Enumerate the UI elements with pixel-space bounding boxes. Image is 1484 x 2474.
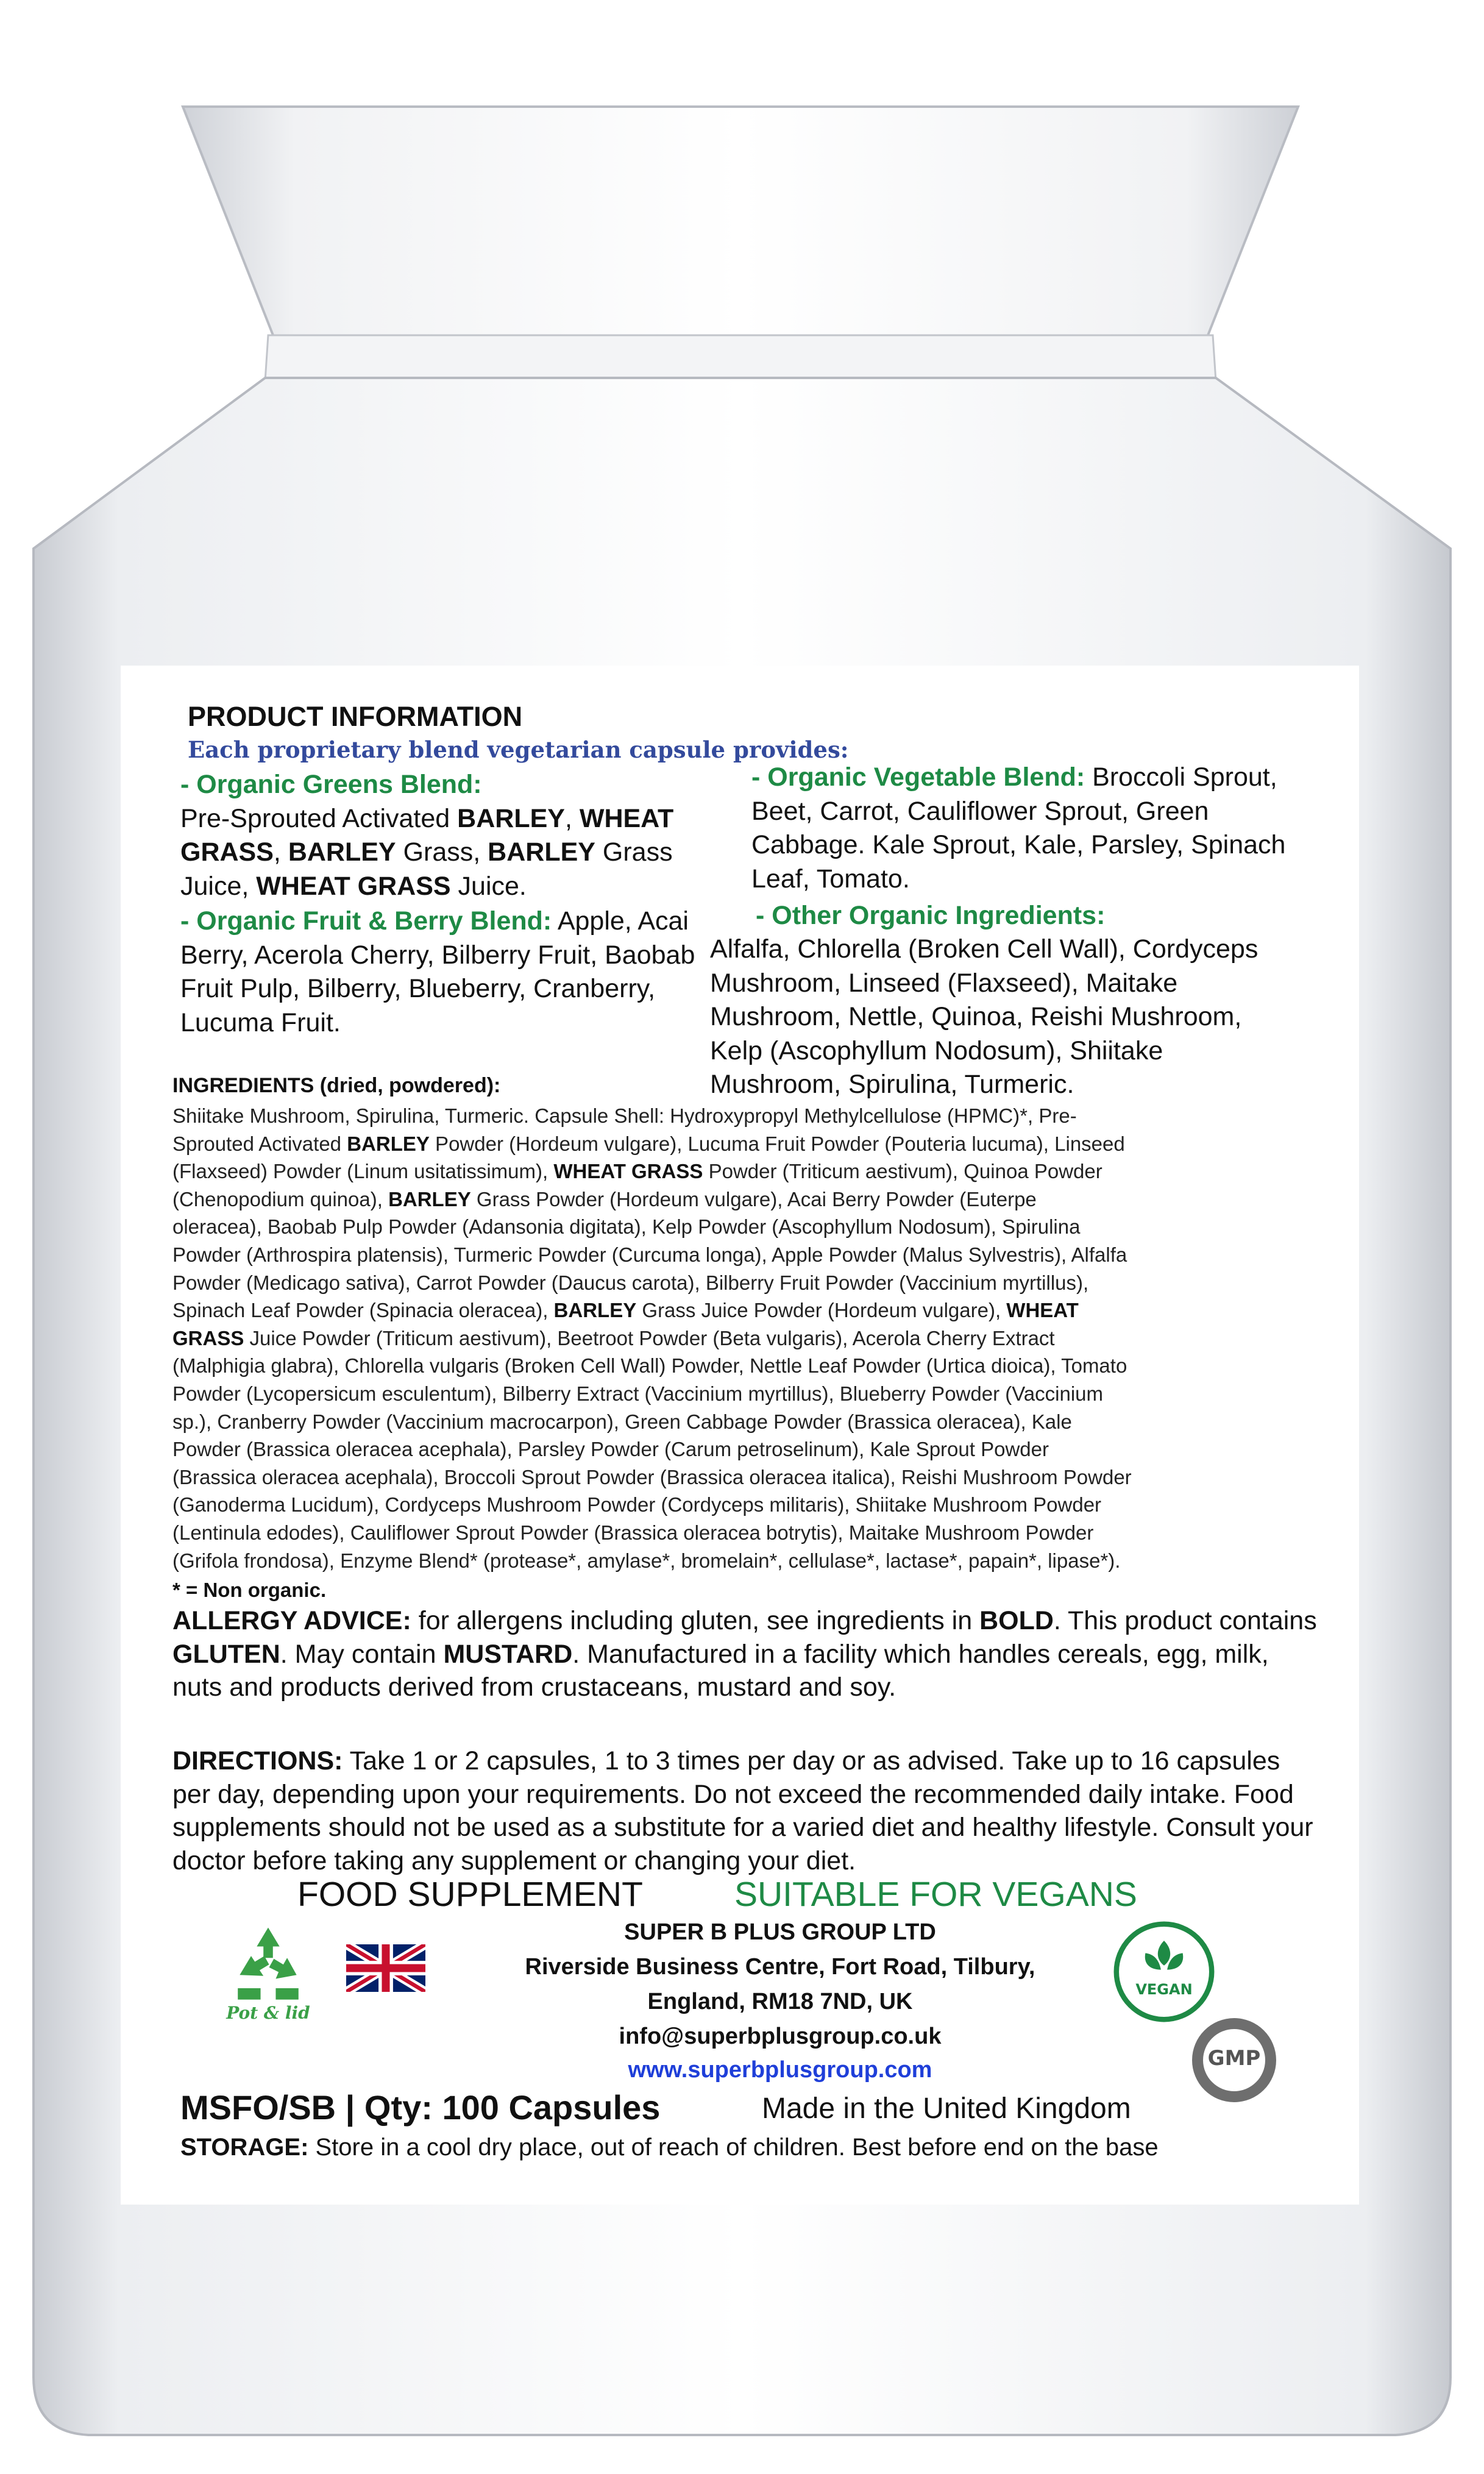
ingredients-line: Shiitake Mushroom, Spirulina, Turmeric. Capsule Shell: Hydroxypropyl Methylcellulose (HPMC)*, Pre- — [172, 1104, 1077, 1127]
food-supplement-label: FOOD SUPPLEMENT — [297, 1875, 643, 1914]
suitable-for-vegans-label: SUITABLE FOR VEGANS — [734, 1875, 1137, 1914]
company-name: SUPER B PLUS GROUP LTD — [624, 1919, 936, 1945]
other-ingredients-text: Alfalfa, Chlorella (Broken Cell Wall), Cordyceps Mushroom, Linseed (Flaxseed), Maitake Mushroom, Nettle, Quinoa, Reishi Mushroom, Kelp (Ascophyllum Nodosum), Shiitake Mushroom, Spirulina, Turmeric. — [710, 934, 1259, 1099]
company-address-line2: England, RM18 7ND, UK — [647, 1989, 913, 2014]
ingredients-line: (Brassica oleracea acephala), Broccoli Sprout Powder (Brassica oleracea italica), Reishi Mushroom Powder — [172, 1465, 1132, 1488]
company-website[interactable]: www.superbplusgroup.com — [628, 2057, 932, 2083]
product-information-heading: PRODUCT INFORMATION — [188, 701, 523, 732]
fruit-blend-text: Apple, Acai Berry, Acerola Cherry, Bilberry Fruit, Baobab Fruit Pulp, Bilberry, Blueberry, Cranberry, Lucuma Fruit. — [180, 906, 695, 1037]
ingredients-line: (Malphigia glabra), Chlorella vulgaris (Broken Cell Wall) Powder, Nettle Leaf Powder (Urtica dioica), Tomato — [172, 1354, 1127, 1377]
ingredients-line: (Flaxseed) Powder (Linum usitatissimum), WHEAT GRASS Powder (Triticum aestivum), Quinoa Powder — [172, 1160, 1102, 1183]
ingredients-line: (Chenopodium quinoa), BARLEY Grass Powder (Hordeum vulgare), Acai Berry Powder (Euterpe — [172, 1187, 1037, 1210]
non-organic-note: * = Non organic. — [172, 1579, 327, 1601]
recycle-label: Pot & lid — [226, 2003, 310, 2023]
made-in-label: Made in the United Kingdom — [762, 2092, 1131, 2125]
ingredients-line: Spinach Leaf Powder (Spinacia oleracea), BARLEY Grass Juice Powder (Hordeum vulgare), WHEAT — [172, 1299, 1079, 1322]
other-ingredients-title: - Other Organic Ingredients: — [756, 901, 1106, 930]
fruit-blend-title: - Organic Fruit & Berry Blend: — [180, 906, 552, 936]
ingredients-heading: INGREDIENTS (dried, powdered): — [172, 1074, 501, 1097]
vegetable-blend-title: - Organic Vegetable Blend: — [751, 762, 1085, 792]
ingredients-list — [172, 1102, 1330, 1574]
ingredients-line: Powder (Brassica oleracea acephala), Parsley Powder (Carum petroselinum), Kale Sprout Powder — [172, 1438, 1049, 1461]
ingredients-line: (Grifola frondosa), Enzyme Blend* (protease*, amylase*, bromelain*, cellulase*, lactase*, papain*, lipase*). — [172, 1549, 1121, 1572]
ingredients-line: oleracea), Baobab Pulp Powder (Adansonia digitata), Kelp Powder (Ascophyllum Nodosum), Spirulina — [172, 1215, 1081, 1239]
vegetable-blend-text: Broccoli Sprout, Beet, Carrot, Cauliflower Sprout, Green Cabbage. Kale Sprout, Kale, Parsley, Spinach Leaf, Tomato. — [751, 762, 1286, 894]
ingredients-line: Powder (Medicago sativa), Carrot Powder (Daucus carota), Bilberry Fruit Powder (Vaccinium myrtillus), — [172, 1271, 1089, 1294]
product-code-quantity: MSFO/SB | Qty: 100 Capsules — [180, 2088, 661, 2127]
ingredients-line: GRASS Juice Powder (Triticum aestivum), Beetroot Powder (Beta vulgaris), Acerola Cherry Extract — [172, 1326, 1055, 1349]
vegan-badge — [1112, 1920, 1216, 2024]
ingredients-line: (Lentinula edodes), Cauliflower Sprout Powder (Brassica oleracea botrytis), Maitake Mushroom Powder — [172, 1521, 1094, 1544]
directions: DIRECTIONS: Take 1 or 2 capsules, 1 to 3 times per day or as advised. Take up to 16 capsules per day, depending upon your requirements. Do not exceed the recommended daily intake. Food supplements should not be used as a substitute for a varied diet and healthy lifestyle. Consult your doctor before taking any supplement or changing your diet. — [172, 1746, 1313, 1875]
fruit-blend-section — [180, 905, 732, 1040]
greens-blend-section — [180, 768, 732, 903]
greens-blend-title: - Organic Greens Blend: — [180, 770, 482, 799]
gmp-badge-label: GMP — [1207, 2046, 1261, 2071]
ingredients-line: Powder (Arthrospira platensis), Turmeric Powder (Curcuma longa), Apple Powder (Malus Sylvestris), Alfalfa — [172, 1243, 1127, 1266]
ingredients-line: (Ganoderma Lucidum), Cordyceps Mushroom Powder (Cordyceps militaris), Shiitake Mushroom Powder — [172, 1493, 1102, 1516]
ingredients-line: Powder (Lycopersicum esculentum), Bilberry Extract (Vaccinium myrtillus), Blueberry Powder (Vaccinium — [172, 1382, 1104, 1405]
ingredients-line: Sprouted Activated BARLEY Powder (Hordeum vulgare), Lucuma Fruit Powder (Pouteria lucuma), Linseed — [172, 1132, 1125, 1155]
storage-label: STORAGE: — [180, 2134, 309, 2161]
uk-flag-icon — [346, 1944, 425, 1992]
storage-text: Store in a cool dry place, out of reach of children. Best before end on the base — [315, 2134, 1159, 2161]
vegan-badge-label: VEGAN — [1135, 1981, 1193, 1998]
vegetable-blend-section — [751, 761, 1288, 896]
gmp-badge — [1188, 2014, 1280, 2106]
recycle-icon — [219, 1920, 317, 2024]
blend-intro: Each proprietary blend vegetarian capsule provides: — [188, 736, 849, 763]
allergy-advice: ALLERGY ADVICE: for allergens including gluten, see ingredients in BOLD. This product contains GLUTEN. May contain MUSTARD. Manufactured in a facility which handles cereals, egg, milk, nuts and products derived from crustaceans, mustard and soy. — [172, 1606, 1317, 1702]
ingredients-line: sp.), Cranberry Powder (Vaccinium macrocarpon), Green Cabbage Powder (Brassica oleracea), Kale — [172, 1410, 1072, 1433]
greens-blend-text: Pre-Sprouted Activated BARLEY, WHEAT GRASS, BARLEY Grass, BARLEY Grass Juice, WHEAT GRASS Juice. — [180, 803, 674, 901]
company-email[interactable]: info@superbplusgroup.co.uk — [619, 2024, 942, 2049]
company-address-line1: Riverside Business Centre, Fort Road, Tilbury, — [525, 1954, 1035, 1980]
storage-info — [180, 2134, 1159, 2161]
